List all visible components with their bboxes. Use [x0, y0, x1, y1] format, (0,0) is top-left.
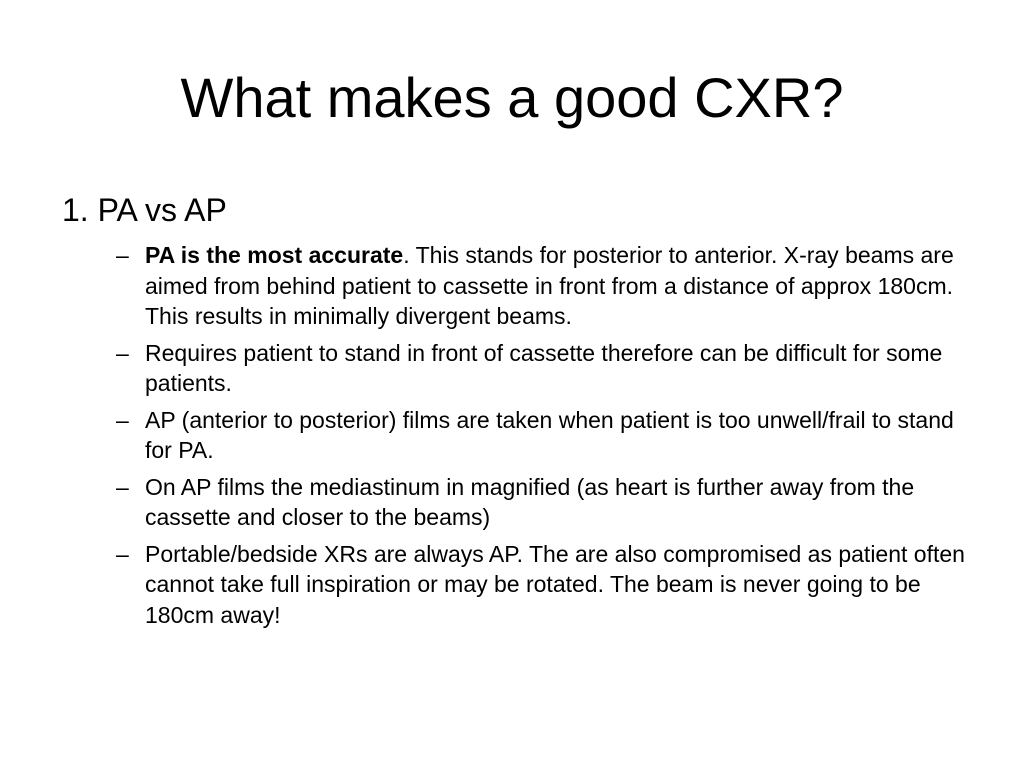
dash-bullet-icon: –: [116, 339, 129, 366]
dash-bullet-icon: –: [116, 473, 129, 500]
bullet-text: AP (anterior to posterior) films are taken when patient is too unwell/frail to stand for PA.: [145, 406, 954, 463]
list-item: [116, 405, 976, 466]
bullet-text: On AP films the mediastinum in magnified (as heart is further away from the cassette and closer to the beams): [145, 473, 915, 530]
bullet-text: Requires patient to stand in front of cassette therefore can be difficult for some patients.: [145, 339, 943, 396]
section-heading: 1. PA vs AP: [62, 192, 227, 228]
dash-bullet-icon: –: [116, 406, 129, 433]
bullet-list: [116, 240, 976, 636]
list-item: [116, 338, 976, 399]
bullet-text: . This stands for posterior to anterior. X-ray beams are aimed from behind patient to cassette in front from a distance of approx 180cm. This results in minimally divergent beams.: [145, 242, 954, 329]
bullet-bold-lead: PA is the most accurate: [145, 242, 404, 268]
list-item: [116, 472, 976, 533]
list-item: [116, 539, 976, 631]
dash-bullet-icon: –: [116, 540, 129, 567]
list-item: [116, 240, 976, 332]
slide-title: What makes a good CXR?: [180, 66, 844, 129]
dash-bullet-icon: –: [116, 242, 129, 268]
bullet-text: Portable/bedside XRs are always AP. The are also compromised as patient often cannot take full inspiration or may be rotated. The beam is never going to be 180cm away!: [145, 540, 965, 628]
